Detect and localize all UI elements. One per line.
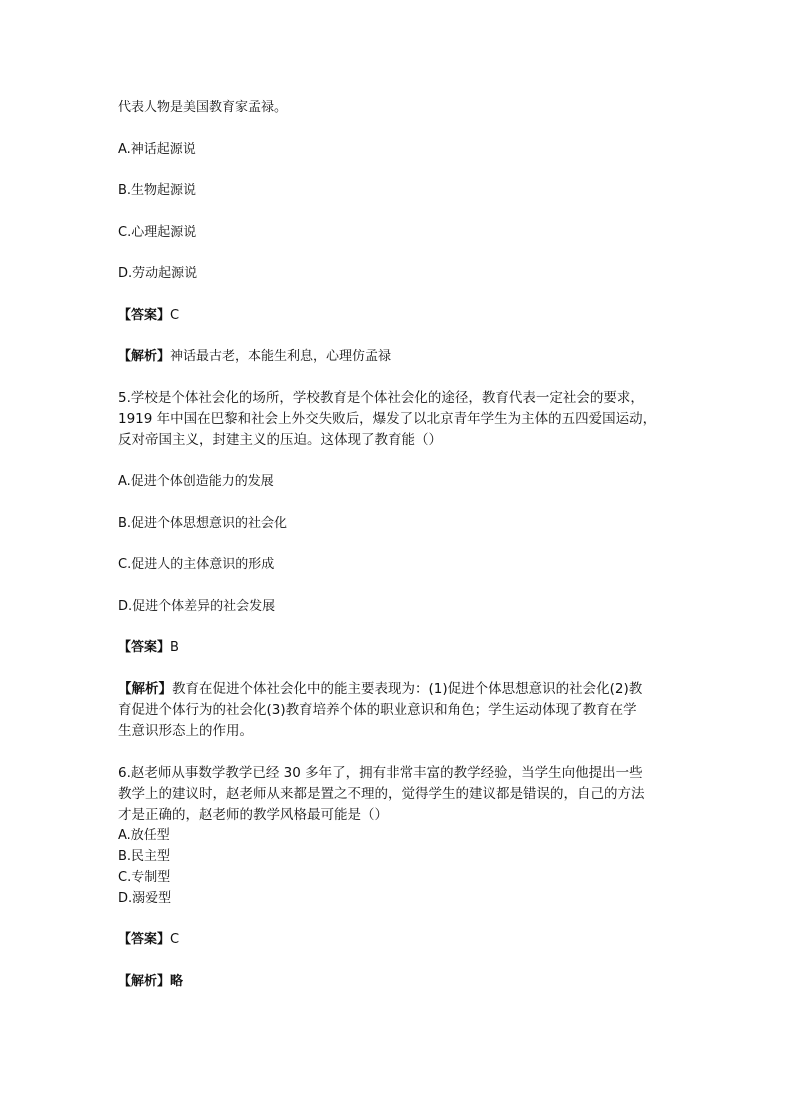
answer-value: B [170, 640, 179, 655]
q4-option-d: D.劳动起源说 [118, 266, 198, 281]
q5-option-b: B.促进个体思想意识的社会化 [118, 516, 288, 531]
q4-option-a: A.神话起源说 [118, 142, 196, 157]
analysis-text: 神话最古老，本能生利息，心理仿孟禄 [170, 349, 392, 364]
q6-stem-line-1: 6.赵老师从事数学教学已经 30 多年了，拥有非常丰富的教学经验，当学生向他提出一些 [118, 765, 643, 781]
q5-stem-line-2: 1919 年中国在巴黎和社会上外交失败后，爆发了以北京青年学生为主体的五四爱国运动， [118, 411, 657, 427]
q4-answer [118, 307, 179, 325]
q5-analysis-line-1 [118, 680, 642, 698]
q6-option-a: A.放任型 [118, 828, 170, 843]
q5-answer [118, 639, 179, 657]
q5-analysis-line-3: 生意识形态上的作用。 [118, 723, 253, 739]
analysis-label: 【解析】 [118, 681, 172, 697]
q5-analysis-line-2: 育促进个体行为的社会化(3)教育培养个体的职业意识和角色；学生运动体现了教育在学 [118, 702, 637, 718]
answer-label: 【答案】 [118, 640, 171, 655]
analysis-text: 略 [170, 974, 184, 989]
analysis-label: 【解析】 [118, 974, 171, 989]
q6-option-d: D.溺爱型 [118, 891, 172, 906]
analysis-text: 教育在促进个体社会化中的能主要表现为：(1)促进个体思想意识的社会化(2)教 [172, 681, 643, 697]
q5-option-a: A.促进个体创造能力的发展 [118, 474, 274, 489]
analysis-label: 【解析】 [118, 349, 171, 364]
q6-answer [118, 931, 179, 949]
q4-option-b: B.生物起源说 [118, 183, 197, 198]
q5-option-d: D.促进个体差异的社会发展 [118, 599, 276, 614]
answer-value: C [170, 932, 180, 947]
q5-stem-line-1: 5.学校是个体社会化的场所，学校教育是个体社会化的途径，教育代表一定社会的要求， [118, 390, 644, 406]
q4-analysis [118, 348, 391, 366]
q4-option-c: C.心理起源说 [118, 225, 197, 240]
q6-analysis [118, 973, 183, 991]
q6-stem-line-2: 教学上的建议时，赵老师从来都是置之不理的，觉得学生的建议都是错误的，自己的方法 [118, 786, 645, 802]
q5-option-c: C.促进人的主体意识的形成 [118, 557, 275, 572]
answer-label: 【答案】 [118, 308, 171, 323]
answer-label: 【答案】 [118, 932, 171, 947]
q6-option-b: B.民主型 [118, 849, 171, 864]
answer-value: C [170, 308, 180, 323]
q6-stem-line-3: 才是正确的，赵老师的教学风格最可能是（） [118, 807, 388, 823]
q4-continuation: 代表人物是美国教育家孟禄。 [118, 100, 288, 115]
q6-option-c: C.专制型 [118, 870, 171, 885]
q5-stem-line-3: 反对帝国主义，封建主义的压迫。这体现了教育能（） [118, 432, 442, 448]
